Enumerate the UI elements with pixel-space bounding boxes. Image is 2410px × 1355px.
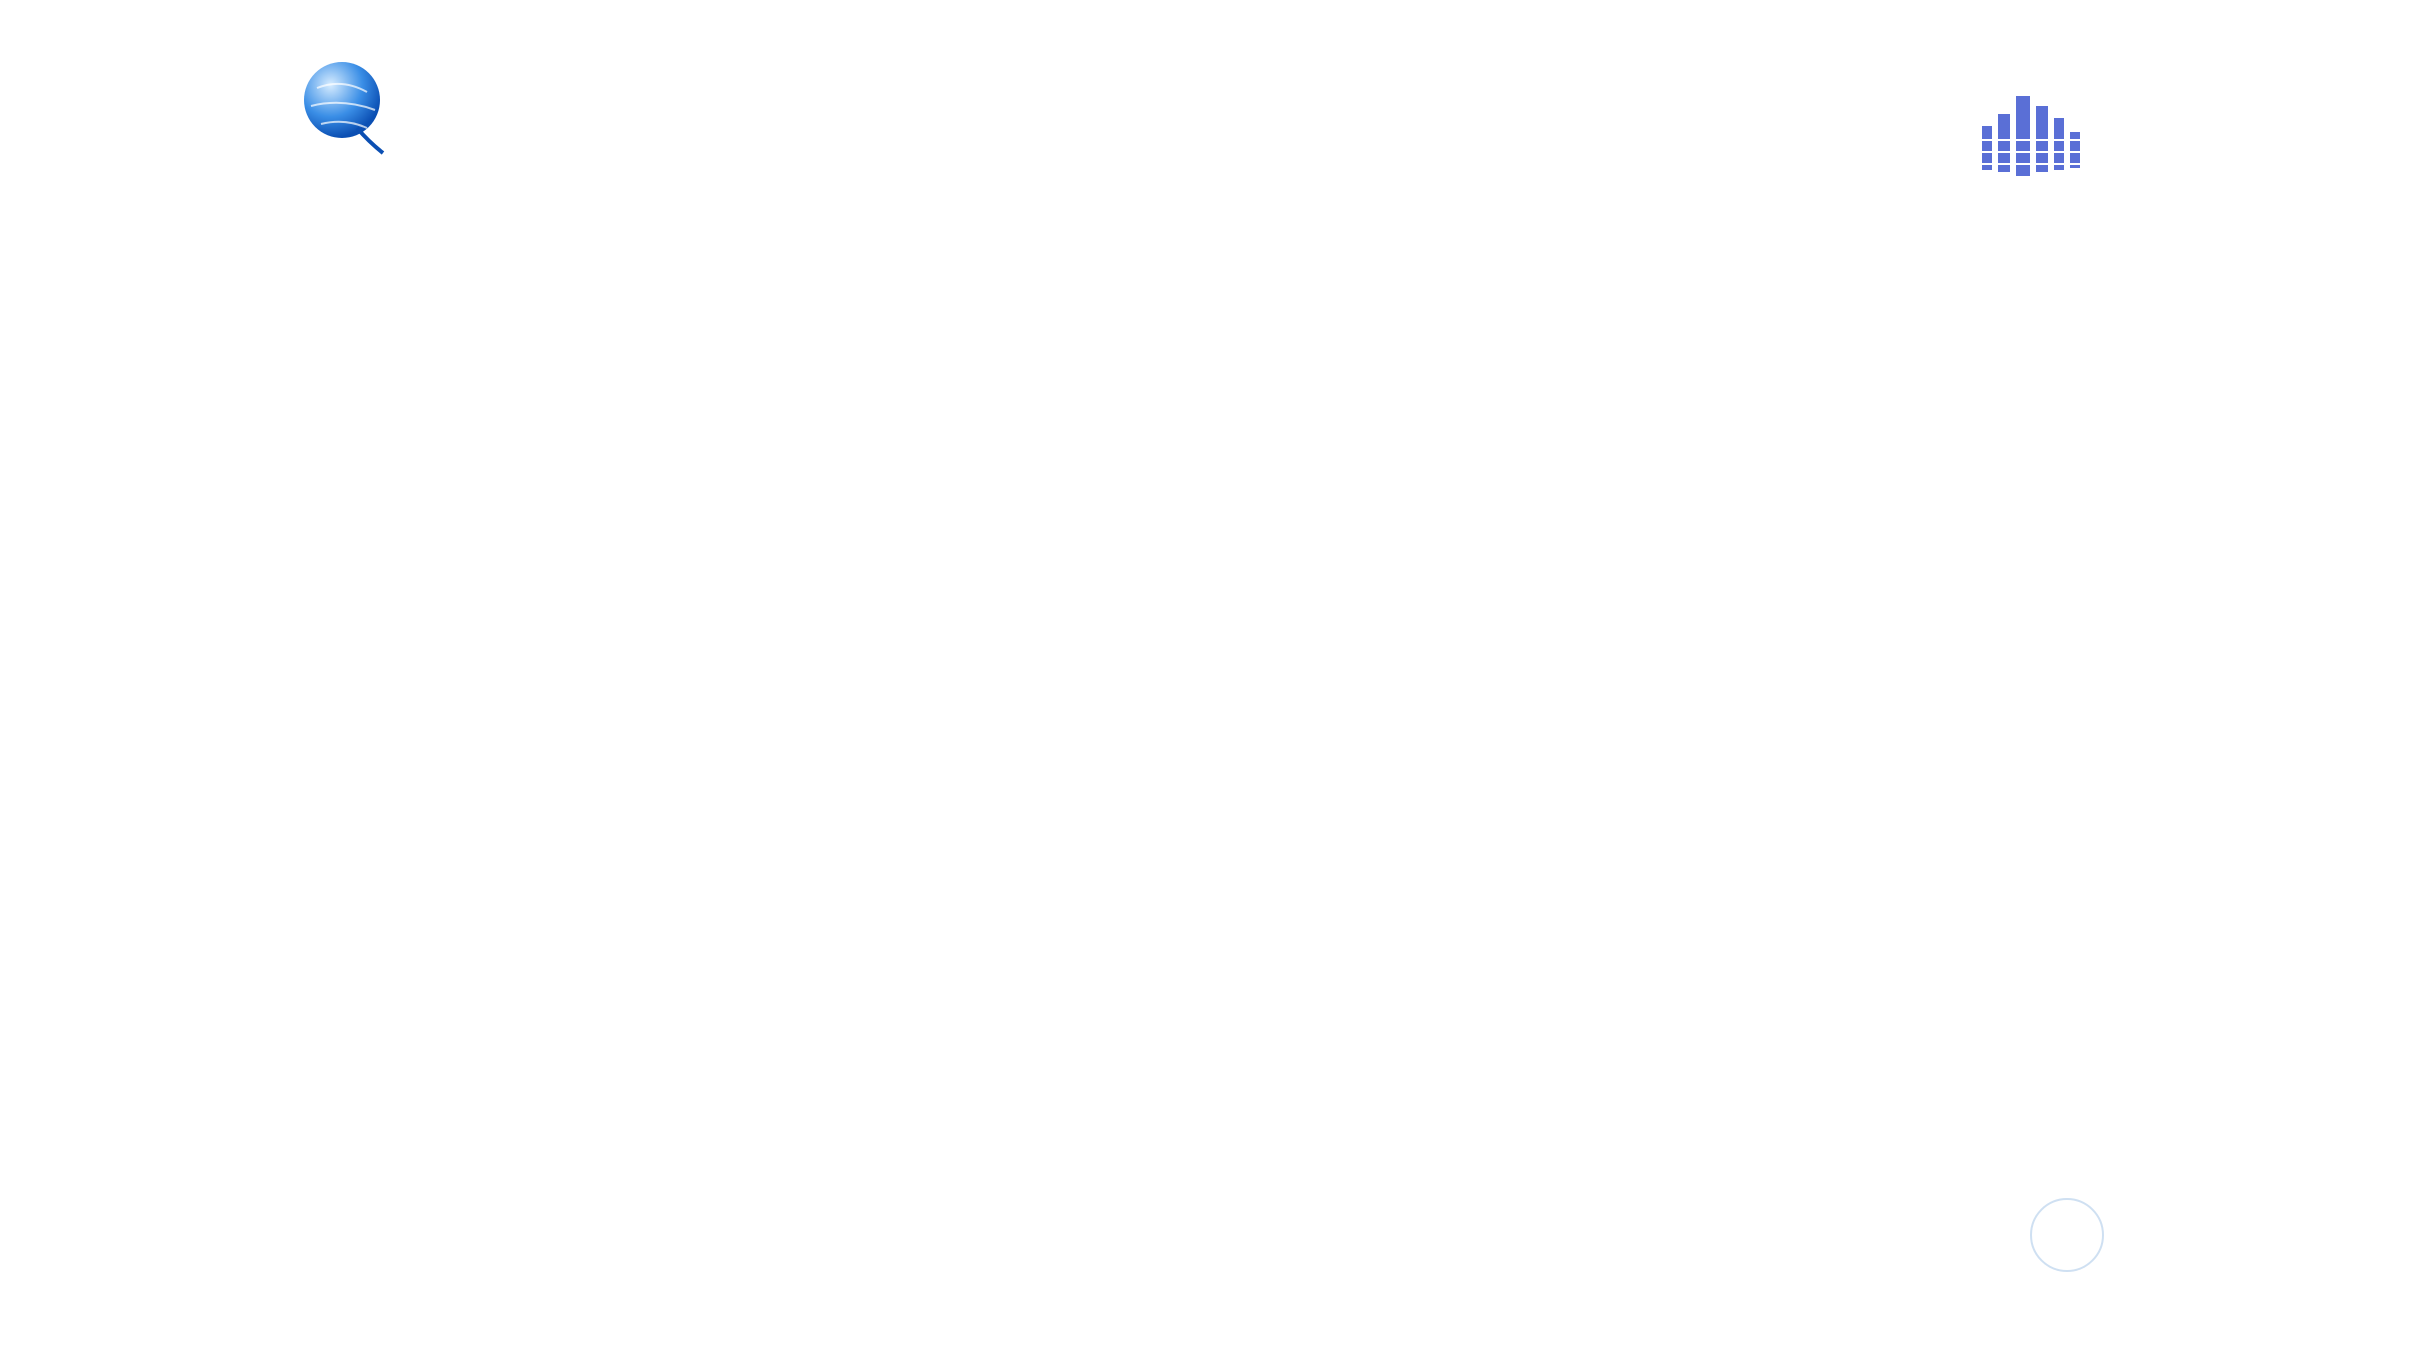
- ccgm-logo: [2030, 1198, 2104, 1272]
- ics-logo: [1976, 88, 2088, 182]
- iugs-globe-logo: [297, 58, 407, 158]
- chart-notes: [1680, 940, 2100, 950]
